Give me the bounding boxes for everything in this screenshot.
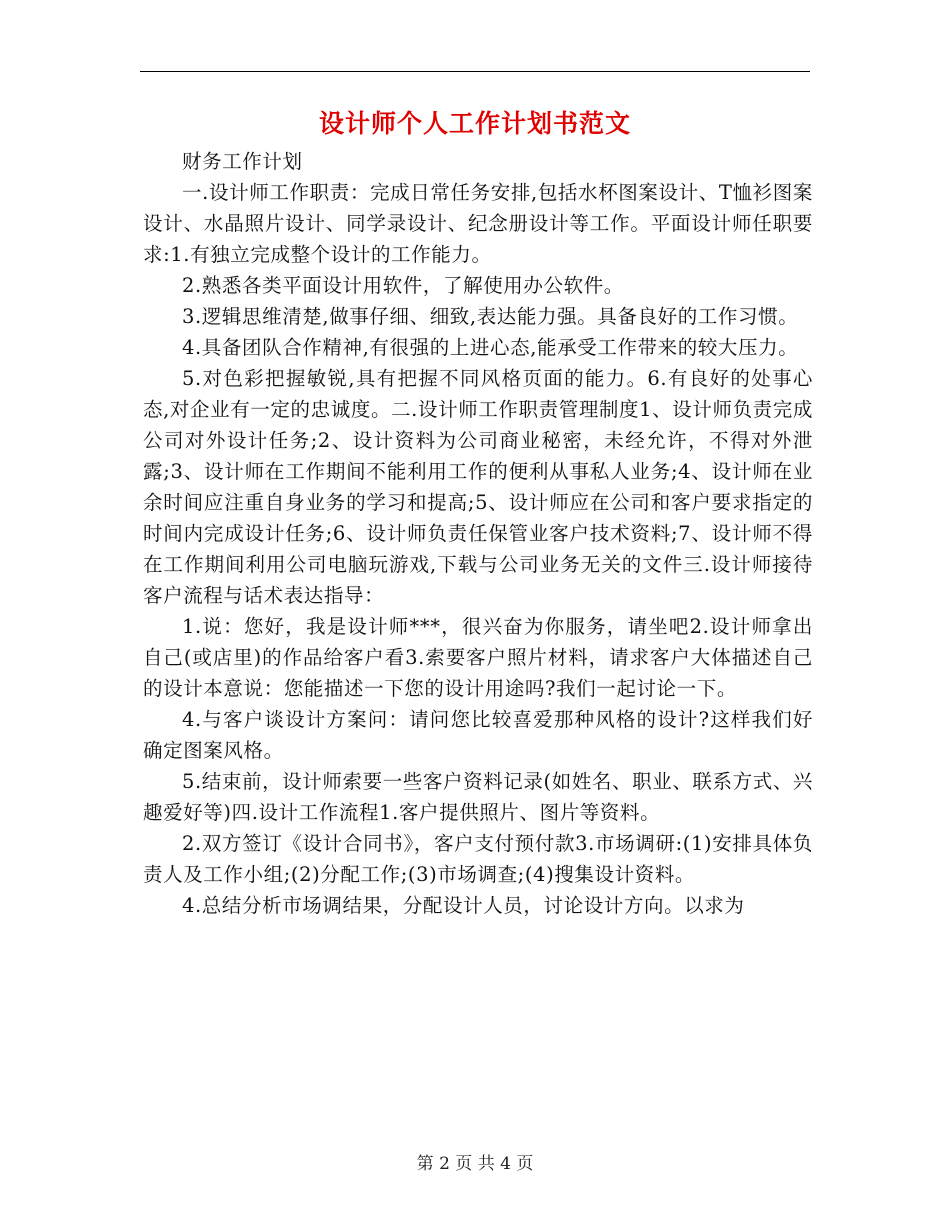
paragraph: 2.熟悉各类平面设计用软件，了解使用办公软件。 — [182, 274, 624, 297]
paragraph: 3.逻辑思维清楚,做事仔细、细致,表达能力强。具备良好的工作习惯。 — [182, 305, 799, 328]
paragraph: 1.说：您好，我是设计师***，很兴奋为你服务，请坐吧2.设计师拿出自己(或店里)的作品给客户看3.索要客户照片材料，请求客户大体描述自己的设计本意说：您能描述一下您的设计用途吗?我们一起讨论一下。 — [143, 615, 813, 700]
paragraph: 5.对色彩把握敏锐,具有把握不同风格页面的能力。6.有良好的处事心态,对企业有一定的忠诚度。二.设计师工作职责管理制度1、设计师负责完成公司对外设计任务;2、设计资料为公司商业秘密，未经允许，不得对外泄露;3、设计师在工作期间不能利用工作的便利从事私人业务;4、设计师在业余时间应注重自身业务的学习和提高;5、设计师应在公司和客户要求指定的时间内完成设计任务;6、设计师负责任保管业客户技术资料;7、设计师不得在工作期间利用公司电脑玩游戏,下载与公司业务无关的文件三.设计师接待客户流程与话术表达指导： — [143, 367, 813, 607]
paragraph: 财务工作计划 — [182, 150, 303, 173]
header-rule — [140, 71, 810, 72]
paragraph: 5.结束前，设计师索要一些客户资料记录(如姓名、职业、联系方式、兴趣爱好等)四.设计工作流程1.客户提供照片、图片等资料。 — [143, 770, 814, 824]
document-body — [143, 146, 813, 921]
paragraph: 一.设计师工作职责：完成日常任务安排,包括水杯图案设计、T恤衫图案设计、水晶照片设计、同学录设计、纪念册设计等工作。平面设计师任职要求:1.有独立完成整个设计的工作能力。 — [143, 181, 813, 266]
paragraph: 2.双方签订《设计合同书》，客户支付预付款3.市场调研:(1)安排具体负责人及工作小组;(2)分配工作;(3)市场调查;(4)搜集设计资料。 — [143, 832, 813, 886]
paragraph: 4.与客户谈设计方案问：请问您比较喜爱那种风格的设计?这样我们好确定图案风格。 — [143, 708, 813, 762]
page-number-footer: 第 2 页 共 4 页 — [416, 1154, 534, 1174]
paragraph: 4.总结分析市场调结果，分配设计人员，讨论设计方向。以求为 — [182, 894, 745, 917]
paragraph: 4.具备团队合作精神,有很强的上进心态,能承受工作带来的较大压力。 — [182, 336, 799, 359]
document-title: 设计师个人工作计划书范文 — [318, 109, 631, 138]
